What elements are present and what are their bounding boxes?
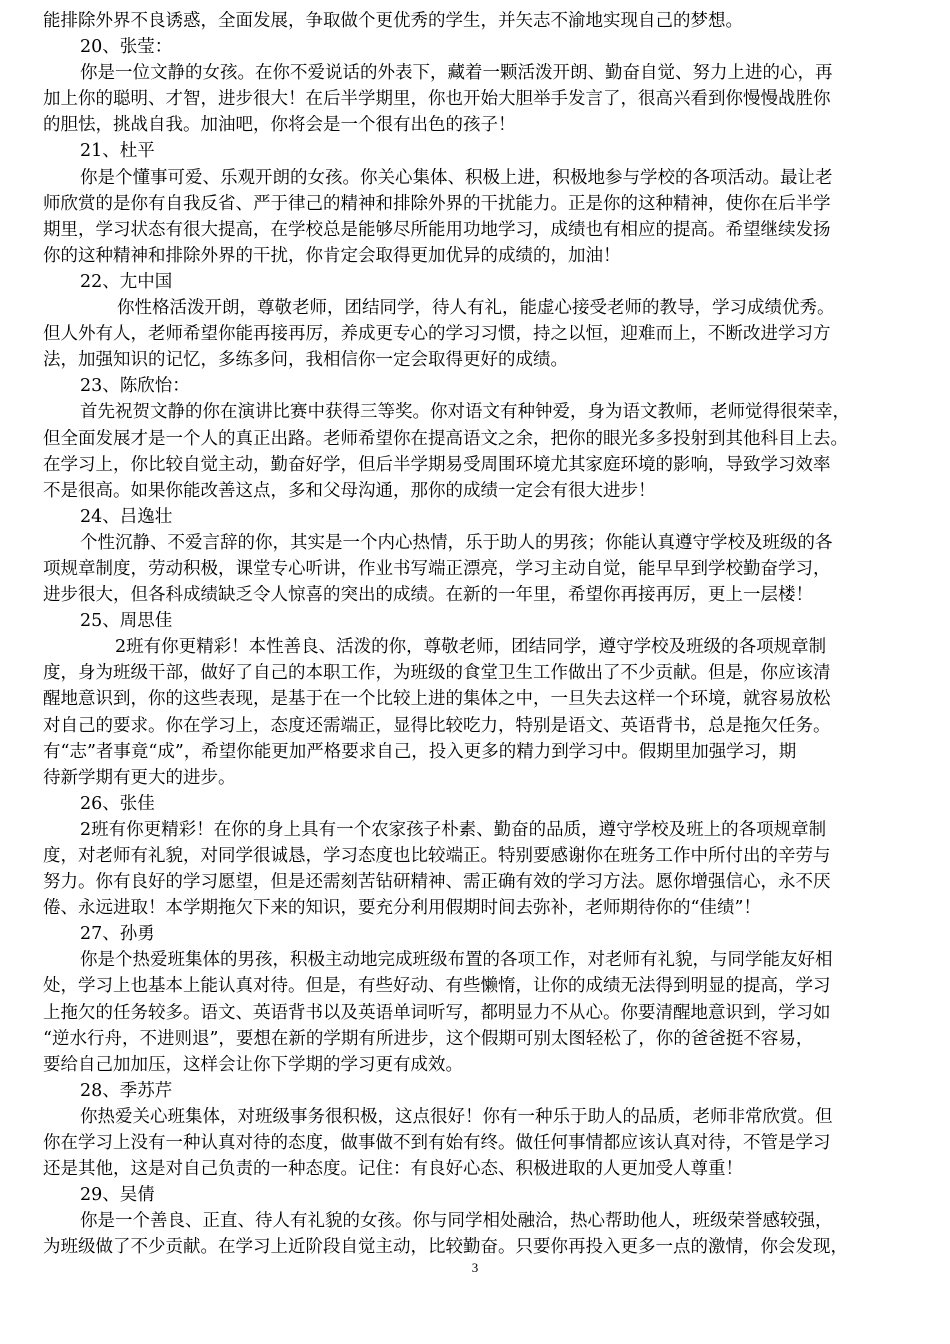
paragraph-first-line: 你性格活泼开朗，尊敬老师，团结同学，待人有礼，能虚心接受老师的教导，学习成绩优秀。 bbox=[117, 298, 835, 319]
student-heading: 22、尢中国 bbox=[80, 271, 173, 292]
paragraph-first-line: 你是个热爱班集体的男孩，积极主动地完成班级布置的各项工作，对老师有礼貌，与同学能友好相 bbox=[80, 950, 833, 971]
text-line: 上拖欠的任务较多。语文、英语背书以及英语单词听写，都明显力不从心。你要清醒地意识到，学习如 bbox=[43, 1002, 831, 1023]
text-line: 但全面发展才是一个人的真正出路。老师希望你在提高语文之余，把你的眼光多多投射到其他科目上去。 bbox=[43, 428, 848, 449]
student-heading: 29、吴倩 bbox=[80, 1185, 155, 1206]
text-line: 你的这种精神和排除外界的干扰，你肯定会取得更加优异的成绩的，加油！ bbox=[43, 245, 621, 266]
paragraph-first-line: 2班有你更精彩！本性善良、活泼的你，尊敬老师，团结同学，遵守学校及班级的各项规章制 bbox=[115, 637, 827, 658]
text-line: 但人外有人，老师希望你能再接再厉，养成更专心的学习习惯，持之以恒，迎难而上，不断改进学习方 bbox=[43, 324, 831, 345]
text-line: 还是其他，这是对自己负责的一种态度。记住：有良好心态、积极进取的人更加受人尊重！ bbox=[43, 1159, 743, 1180]
text-line: 法，加强知识的记忆，多练多问，我相信你一定会取得更好的成绩。 bbox=[43, 350, 568, 371]
text-line: 待新学期有更大的进步。 bbox=[43, 767, 236, 788]
page-number: 3 bbox=[471, 1260, 479, 1275]
student-heading: 24、吕逸壮 bbox=[80, 506, 173, 527]
paragraph-first-line: 首先祝贺文静的你在演讲比赛中获得三等奖。你对语文有种钟爱，身为语文教师，老师觉得很荣幸， bbox=[80, 402, 850, 423]
text-line: 为班级做了不少贡献。在学习上近阶段自觉主动，比较勤奋。只要你再投入更多一点的激情，你会发现， bbox=[43, 1237, 848, 1258]
text-line: 要给自己加加压，这样会让你下学期的学习更有成效。 bbox=[43, 1054, 463, 1075]
text-line: 度，身为班级干部，做好了自己的本职工作，为班级的食堂卫生工作做出了不少贡献。但是，你应该清 bbox=[43, 663, 831, 684]
text-line: 能排除外界不良诱惑，全面发展，争取做个更优秀的学生，并矢志不渝地实现自己的梦想。 bbox=[43, 11, 743, 31]
paragraph-first-line: 2班有你更精彩！在你的身上具有一个农家孩子朴素、勤奋的品质，遵守学校及班上的各项规章制 bbox=[80, 819, 827, 840]
text-line: 你在学习上没有一种认真对待的态度，做事做不到有始有终。做任何事情都应该认真对待，不管是学习 bbox=[43, 1133, 831, 1154]
text-line: 项规章制度，劳动积极，课堂专心听讲，作业书写端正漂亮，学习主动自觉，能早早到学校勤奋学习， bbox=[43, 558, 831, 579]
student-heading: 27、孙勇 bbox=[80, 924, 155, 945]
student-heading: 21、杜平 bbox=[80, 141, 155, 162]
paragraph-first-line: 个性沉静、不爱言辞的你，其实是一个内心热情，乐于助人的男孩；你能认真遵守学校及班级的各 bbox=[80, 532, 833, 553]
text-line: 有“志”者事竟“成”，希望你能更加严格要求自己，投入更多的精力到学习中。假期里加强学习，期 bbox=[43, 741, 797, 762]
student-heading: 25、周思佳 bbox=[80, 611, 173, 632]
text-line: 倦、永远进取！本学期拖欠下来的知识，要充分利用假期时间去弥补，老师期待你的“佳绩”！ bbox=[43, 898, 761, 919]
text-line: 在学习上，你比较自觉主动，勤奋好学，但后半学期易受周围环境尤其家庭环境的影响，导致学习效率 bbox=[43, 454, 831, 475]
student-heading: 26、张佳 bbox=[80, 793, 155, 814]
text-line: 不是很高。如果你能改善这点，多和父母沟通，那你的成绩一定会有很大进步！ bbox=[43, 480, 656, 501]
paragraph-first-line: 你热爱关心班集体，对班级事务很积极，这点很好！你有一种乐于助人的品质，老师非常欣赏。但 bbox=[80, 1106, 833, 1127]
student-heading: 23、陈欣怡： bbox=[80, 376, 190, 397]
text-line: 度，对老师有礼貌，对同学很诚恳，学习态度也比较端正。特别要感谢你在班务工作中所付出的辛劳与 bbox=[43, 846, 831, 866]
student-heading: 20、张莹： bbox=[80, 37, 173, 58]
text-line: 的胆怯，挑战自我。加油吧，你将会是一个很有出色的孩子！ bbox=[43, 115, 516, 136]
text-line: 加上你的聪明、才智，进步很大！在后半学期里，你也开始大胆举手发言了，很高兴看到你慢慢战胜你 bbox=[43, 89, 831, 110]
text-line: 醒地意识到，你的这些表现，是基于在一个比较上进的集体之中，一旦失去这样一个环境，就容易放松 bbox=[43, 689, 831, 710]
document-page bbox=[43, 8, 927, 1261]
paragraph-first-line: 你是一个善良、正直、待人有礼貌的女孩。你与同学相处融洽，热心帮助他人，班级荣誉感较强， bbox=[80, 1211, 833, 1232]
text-line: “逆水行舟，不进则退”，要想在新的学期有所进步，这个假期可别太图轻松了，你的爸爸挺不容易， bbox=[43, 1028, 814, 1049]
text-line: 师欣赏的是你有自我反省、严于律己的精神和排除外界的干扰能力。正是你的这种精神，使你在后半学 bbox=[43, 193, 831, 214]
text-line: 期里，学习状态有很大提高，在学校总是能够尽所能用功地学习，成绩也有相应的提高。希望继续发扬 bbox=[43, 219, 831, 240]
text-line: 进步很大，但各科成绩缺乏令人惊喜的突出的成绩。在新的一年里，希望你再接再厉，更上一层楼！ bbox=[43, 585, 813, 606]
text-line: 处，学习上也基本上能认真对待。但是，有些好动、有些懒惰，让你的成绩无法得到明显的提高，学习 bbox=[43, 976, 831, 997]
paragraph-first-line: 你是个懂事可爱、乐观开朗的女孩。你关心集体、积极上进，积极地参与学校的各项活动。最让老 bbox=[80, 167, 833, 188]
text-line: 努力。你有良好的学习愿望，但是还需刻苦钻研精神、需正确有效的学习方法。愿你增强信心，永不厌 bbox=[43, 872, 831, 893]
text-line: 对自己的要求。你在学习上，态度还需端正，显得比较吃力，特别是语文、英语背书，总是拖欠任务。 bbox=[43, 715, 831, 736]
paragraph-first-line: 你是一位文静的女孩。在你不爱说话的外表下，藏着一颗活泼开朗、勤奋自觉、努力上进的心，再 bbox=[80, 63, 833, 84]
student-heading: 28、季苏芹 bbox=[80, 1080, 173, 1101]
